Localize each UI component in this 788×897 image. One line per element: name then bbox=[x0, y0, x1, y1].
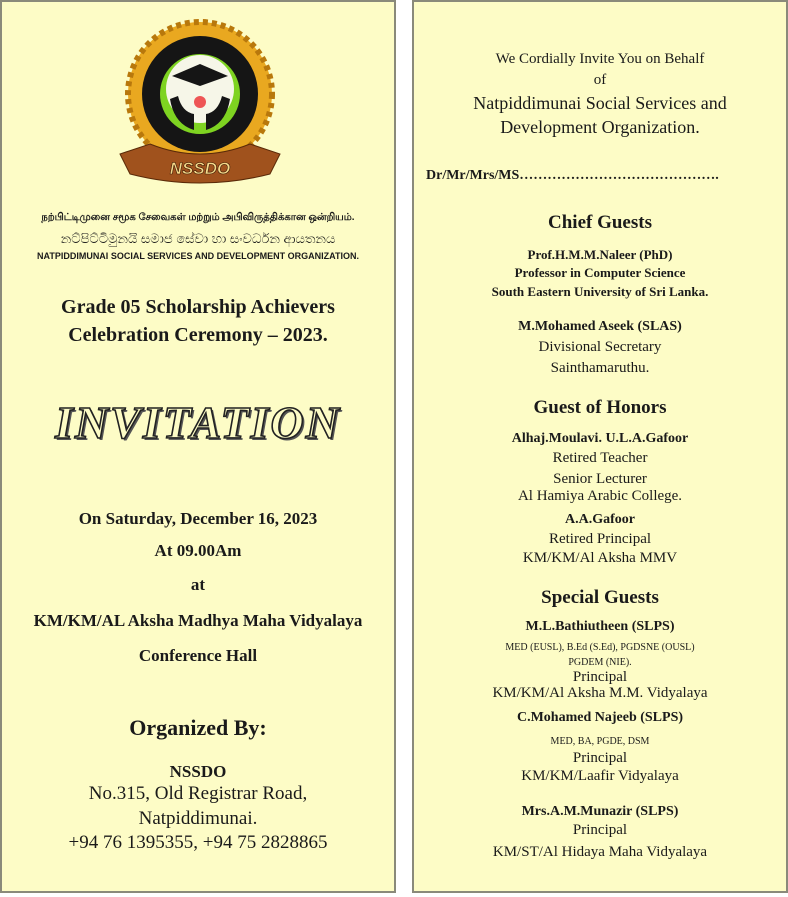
event-title-line1: Grade 05 Scholarship Achievers bbox=[61, 296, 335, 318]
nssdo-logo bbox=[100, 14, 300, 196]
invitation-heading: INVITATION bbox=[55, 397, 341, 448]
guest-qualifications: MED, BA, PGDE, DSM bbox=[550, 736, 650, 747]
organizer-name: NSSDO bbox=[169, 762, 227, 781]
guest-detail: Retired Principal bbox=[548, 531, 652, 547]
logo-ribbon-text: NSSDO bbox=[169, 159, 231, 178]
guest-name: M.Mohamed Aseek (SLAS) bbox=[518, 319, 682, 334]
event-venue: KM/KM/AL Aksha Madhya Maha Vidyalaya bbox=[33, 611, 363, 630]
invite-line3: Natpiddimunai Social Services and bbox=[473, 93, 727, 113]
salutation-blank: Dr/Mr/Mrs/MS……………………………………. bbox=[426, 168, 719, 183]
guest-detail: KM/KM/Al Aksha MMV bbox=[522, 550, 678, 566]
guest-name: C.Mohamed Najeeb (SLPS) bbox=[516, 710, 684, 725]
special-guests-heading: Special Guests bbox=[541, 587, 659, 608]
org-name-tamil: நற்பிட்டிமுனை சமூக சேவைகள் மற்றும் அபிவிருத்திக்கான ஒன்றியம். bbox=[41, 212, 355, 223]
guest-school: KM/KM/Laafir Vidyalaya bbox=[521, 768, 679, 784]
organized-by-heading: Organized By: bbox=[129, 715, 267, 740]
invite-line1: We Cordially Invite You on Behalf bbox=[495, 51, 705, 67]
guest-detail: South Eastern University of Sri Lanka. bbox=[491, 284, 709, 299]
event-title-line2: Celebration Ceremony – 2023. bbox=[68, 324, 328, 346]
event-hall: Conference Hall bbox=[138, 646, 258, 665]
guest-qualifications: MED (EUSL), B.Ed (S.Ed), PGDSNE (OUSL) bbox=[505, 642, 695, 653]
organizer-address-line1: No.315, Old Registrar Road, bbox=[88, 783, 308, 804]
org-name-sinhala: නට්පිට්ටිමුනයි සමාජ සේවා හා සංවර්ධන ආයතනය bbox=[60, 231, 336, 246]
guest-detail: Divisional Secretary bbox=[538, 339, 662, 355]
at-text: at bbox=[190, 575, 206, 594]
chief-guests-heading: Chief Guests bbox=[548, 212, 652, 233]
guest-name: Mrs.A.M.Munazir (SLPS) bbox=[521, 804, 679, 819]
guest-detail: Al Hamiya Arabic College. bbox=[517, 488, 683, 504]
invitation-guests-panel bbox=[412, 0, 788, 893]
guest-detail: Senior Lecturer bbox=[553, 471, 647, 487]
organizer-phones: +94 76 1395355, +94 75 2828865 bbox=[68, 832, 328, 853]
guest-detail: Professor in Computer Science bbox=[514, 265, 686, 280]
guest-role: Principal bbox=[572, 822, 628, 838]
guest-name: M.L.Bathiutheen (SLPS) bbox=[525, 619, 675, 634]
guest-detail: Sainthamaruthu. bbox=[550, 360, 650, 376]
guest-role: Principal bbox=[572, 750, 628, 766]
guest-detail: Retired Teacher bbox=[552, 450, 648, 466]
organizer-address-line2: Natpiddimunai. bbox=[138, 808, 258, 829]
guest-role: Principal bbox=[572, 669, 628, 685]
org-name-english: NATPIDDIMUNAI SOCIAL SERVICES AND DEVELOPMENT ORGANIZATION. bbox=[36, 251, 360, 261]
guest-school: KM/KM/Al Aksha M.M. Vidyalaya bbox=[492, 685, 708, 701]
event-date: On Saturday, December 16, 2023 bbox=[78, 509, 318, 528]
guest-qualifications: PGDEM (NIE). bbox=[568, 657, 632, 668]
guest-name: Prof.H.M.M.Naleer (PhD) bbox=[527, 247, 673, 262]
guest-school: KM/ST/Al Hidaya Maha Vidyalaya bbox=[492, 844, 708, 860]
event-time: At 09.00Am bbox=[154, 541, 242, 560]
invite-line4: Development Organization. bbox=[500, 117, 700, 137]
guest-name: Alhaj.Moulavi. U.L.A.Gafoor bbox=[511, 431, 689, 446]
invite-line2: of bbox=[593, 72, 607, 88]
guest-name: A.A.Gafoor bbox=[565, 512, 635, 527]
guest-of-honors-heading: Guest of Honors bbox=[533, 397, 667, 418]
